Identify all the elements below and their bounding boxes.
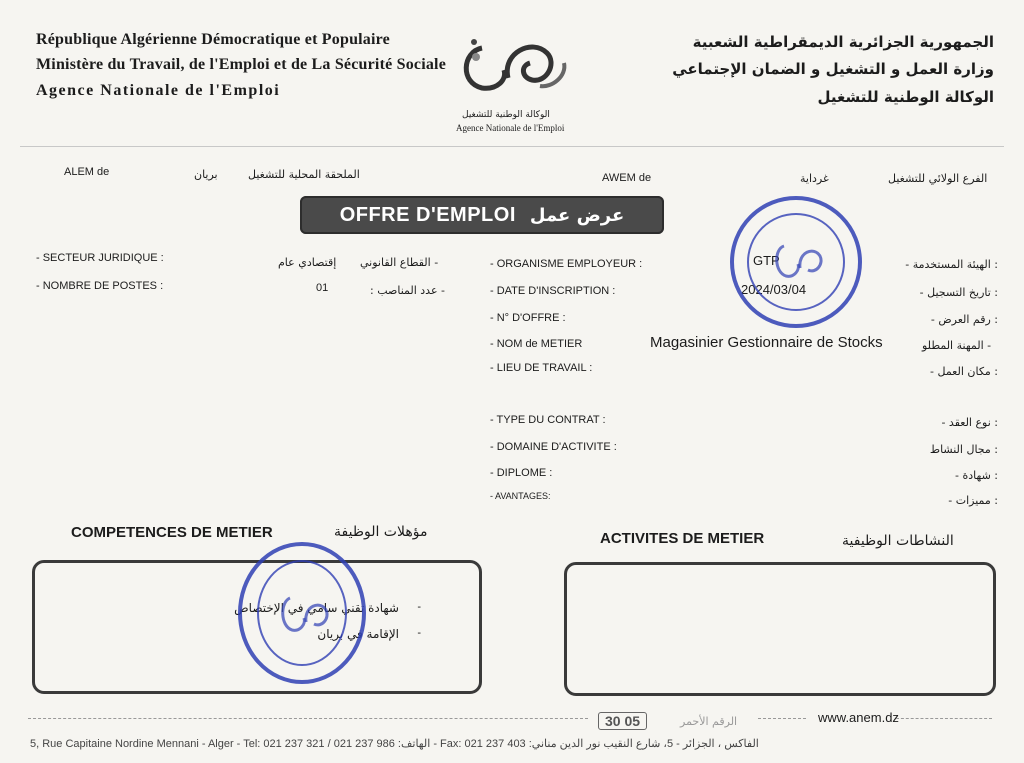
offre-num-label-ar: : رقم العرض - — [930, 313, 998, 326]
competences-title-fr: COMPETENCES DE METIER — [71, 524, 273, 541]
offre-title-ar: عرض عمل — [529, 204, 625, 226]
footer-dashes-right — [896, 718, 992, 720]
stamp-seal-icon — [728, 194, 864, 330]
metier-label-ar: - المهنة المطلو — [922, 339, 992, 352]
header-ar-line3: الوكالة الوطنية للتشغيل — [817, 88, 994, 106]
diplome-label: - DIPLOME : — [490, 467, 553, 479]
competence-bullet-2: - — [417, 627, 421, 639]
header-ar-line2: وزارة العمل و التشغيل و الضمان الإجتماعي — [672, 60, 994, 78]
activites-title-fr: ACTIVITES DE METIER — [600, 530, 765, 547]
organisme-label: - ORGANISME EMPLOYEUR : — [490, 258, 643, 270]
website-link[interactable]: www.anem.dz — [818, 710, 899, 725]
serial-number: 30 05 — [598, 712, 647, 730]
awem-value: غرداية — [800, 172, 829, 185]
avantages-label: - AVANTAGES: — [490, 491, 551, 501]
lieu-label: - LIEU DE TRAVAIL : — [490, 362, 593, 374]
date-label: - DATE D'INSCRIPTION : — [490, 285, 616, 297]
date-label-ar: : تاريخ التسجيل - — [919, 286, 998, 299]
logo-caption-ar: الوكالة الوطنية للتشغيل — [462, 110, 550, 120]
official-stamp-bottom — [236, 540, 368, 691]
contrat-label: - TYPE DU CONTRAT : — [490, 414, 606, 426]
competence-bullet-1: - — [417, 601, 421, 613]
offre-title-fr: OFFRE D'EMPLOI — [339, 203, 516, 226]
activites-box — [564, 562, 996, 696]
competences-title-ar: مؤهلات الوظيفة — [334, 524, 428, 540]
official-stamp-top — [728, 194, 864, 335]
competence-item-1: شهادة تقني سامي في الإختصاص — [234, 601, 399, 615]
date-value: 2024/03/04 — [741, 282, 807, 297]
postes-value: 01 — [316, 282, 329, 294]
postes-label-ar: - عدد المناصب : — [370, 284, 445, 297]
awem-label-ar: الفرع الولائي للتشغيل — [888, 172, 988, 185]
lieu-label-ar: : مكان العمل - — [930, 365, 998, 378]
diplome-label-ar: : شهادة - — [955, 469, 998, 482]
alem-label: ALEM de — [64, 166, 110, 178]
header-fr-line2: Ministère du Travail, de l'Emploi et de La Sécurité Sociale — [36, 56, 446, 73]
activites-title-ar: النشاطات الوظيفية — [842, 533, 954, 549]
secteur-label: - SECTEUR JURIDIQUE : — [36, 252, 164, 264]
footer-address: 5, Rue Capitaine Nordine Mennani - Alger - Tel: 021 237 321 / 021 237 986 :الهاتف - Fax: 021 237 403 :الفاكس ، الجزائر - 5، شارع النقيب نور الدين مناني — [30, 738, 759, 750]
logo-caption-fr: Agence Nationale de l'Emploi — [456, 123, 565, 133]
metier-label: - NOM de METIER — [490, 338, 583, 350]
secteur-value: إقتصادي عام — [278, 256, 337, 269]
secteur-label-ar: - القطاع القانوني — [360, 256, 439, 269]
alem-value: بريان — [194, 168, 218, 181]
awem-label: AWEM de — [602, 172, 652, 184]
footer-dashes-left — [28, 718, 588, 720]
metier-value: Magasinier Gestionnaire de Stocks — [650, 334, 883, 351]
stamp-seal-icon-2 — [236, 540, 368, 686]
domaine-label: - DOMAINE D'ACTIVITE : — [490, 441, 617, 453]
anem-logo-icon — [452, 28, 580, 108]
alem-label-ar: الملحقة المحلية للتشغيل — [248, 168, 360, 181]
offre-num-label: - N° D'OFFRE : — [490, 312, 566, 324]
avantages-label-ar: : مميزات - — [948, 494, 998, 507]
serial-label-ar: الرقم الأحمر — [680, 715, 738, 728]
header-ar-line1: الجمهورية الجزائرية الديمقراطية الشعبية — [692, 33, 994, 51]
contrat-label-ar: : نوع العقد - — [941, 416, 998, 429]
anem-logo — [452, 28, 580, 108]
header-fr-line1: République Algérienne Démocratique et Populaire — [36, 31, 390, 48]
footer-dashes-mid — [758, 718, 806, 720]
offre-title-bar — [300, 196, 664, 234]
postes-label: - NOMBRE DE POSTES : — [36, 280, 164, 292]
organisme-value: GTP — [753, 253, 780, 268]
organisme-label-ar: : الهيئة المستخدمة - — [905, 258, 998, 271]
header-fr-line3: Agence Nationale de l'Emploi — [36, 82, 281, 99]
header-divider — [20, 146, 1004, 147]
competence-item-2: الإقامة في بريان — [317, 627, 399, 641]
domaine-label-ar: : مجال النشاط — [929, 443, 998, 456]
